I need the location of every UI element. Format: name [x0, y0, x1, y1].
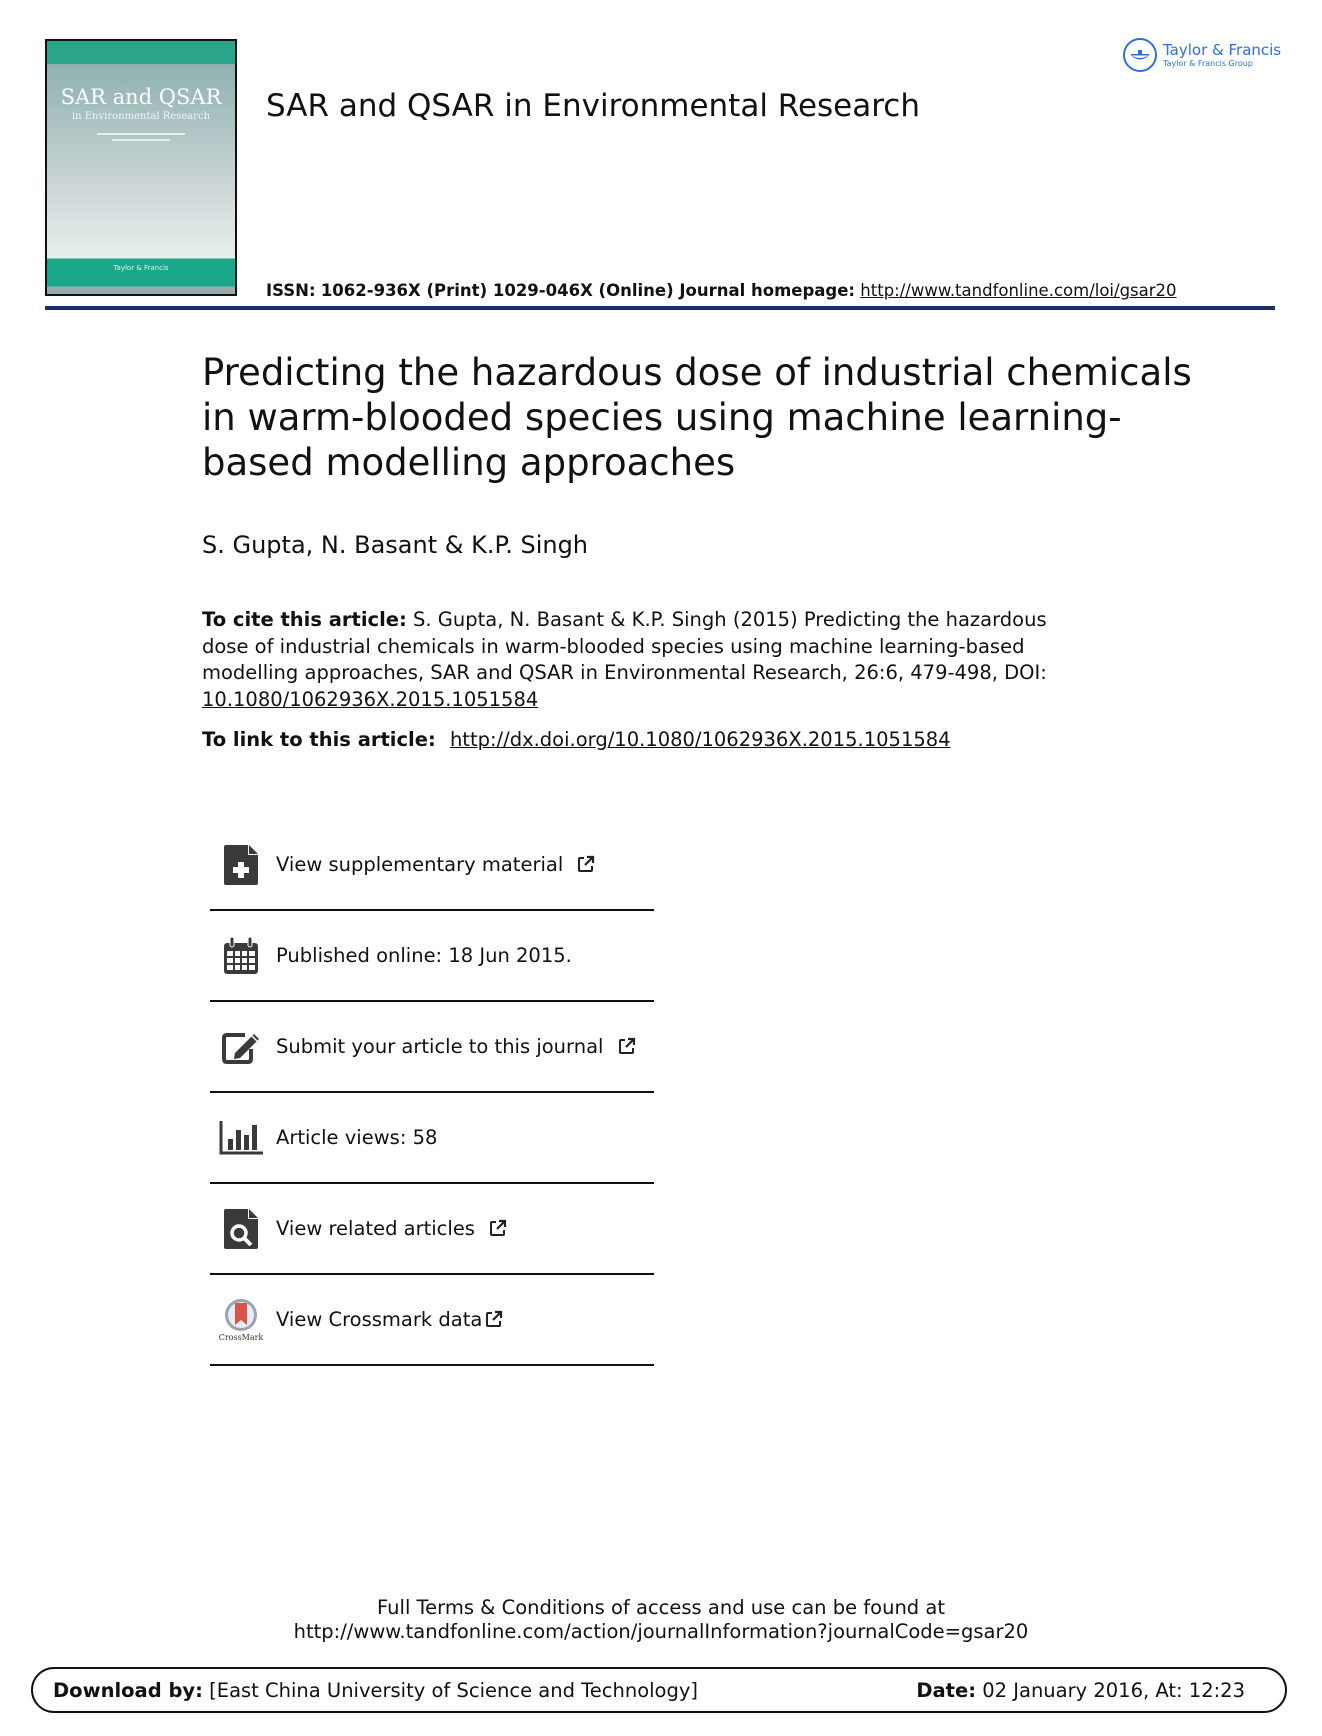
cover-title: SAR and QSAR	[60, 85, 222, 109]
published-online-info	[210, 909, 654, 1000]
link-label: To link to this article:	[202, 728, 436, 751]
submit-article-link[interactable]	[210, 1000, 654, 1091]
edit-icon	[219, 1025, 263, 1069]
item-label: Submit your article to this journal	[276, 1035, 636, 1058]
search-document-icon	[219, 1207, 263, 1251]
supplementary-material-link[interactable]	[210, 820, 654, 909]
cite-label: To cite this article:	[202, 608, 407, 631]
publisher-name: Taylor & Francis	[1163, 40, 1282, 59]
header-rule	[45, 306, 1275, 310]
calendar-icon	[219, 934, 263, 978]
download-date: Date: 02 January 2016, At: 12:23	[916, 1678, 1245, 1702]
crossmark-link[interactable]	[210, 1273, 654, 1364]
cover-divider	[112, 139, 170, 141]
journal-cover-image	[45, 39, 237, 296]
article-title: Predicting the hazardous dose of industrial chemicals in warm-blooded species using machine learning-based modelling approaches	[202, 351, 1192, 484]
terms-line-1: Full Terms & Conditions of access and use can be found at	[377, 1596, 945, 1619]
issn-line	[266, 281, 1177, 300]
terms-notice	[0, 1596, 1322, 1644]
item-label: Article views: 58	[276, 1126, 438, 1149]
cite-doi-link[interactable]: 10.1080/1062936X.2015.1051584	[202, 687, 539, 711]
issn-label: ISSN:	[266, 281, 316, 300]
cover-divider	[97, 133, 185, 135]
issn-text: 1062-936X (Print) 1029-046X (Online) Journal homepage:	[320, 281, 856, 300]
terms-url[interactable]: http://www.tandfonline.com/action/journalInformation?journalCode=gsar20	[293, 1620, 1029, 1643]
external-link-icon	[577, 855, 595, 873]
article-views-info	[210, 1091, 654, 1182]
journal-title: SAR and QSAR in Environmental Research	[266, 88, 920, 124]
crossmark-caption: CrossMark	[218, 1332, 264, 1342]
cover-publisher-logo: Taylor & Francis	[113, 264, 169, 272]
item-label: Published online: 18 Jun 2015.	[276, 944, 572, 967]
citation-block	[202, 607, 1062, 713]
publisher-logo[interactable]	[1123, 38, 1281, 72]
lamp-icon	[1123, 38, 1157, 72]
article-doi-link[interactable]: http://dx.doi.org/10.1080/1062936X.2015.1051584	[449, 728, 951, 751]
bar-chart-icon	[219, 1116, 263, 1160]
related-articles-link[interactable]	[210, 1182, 654, 1273]
journal-homepage-link[interactable]: http://www.tandfonline.com/loi/gsar20	[860, 281, 1177, 300]
article-info-list	[210, 820, 654, 1366]
publisher-group: Taylor & Francis Group	[1163, 58, 1253, 68]
list-divider	[210, 1364, 654, 1366]
crossmark-icon	[219, 1298, 263, 1342]
article-link-line	[202, 728, 951, 751]
cite-text: S. Gupta, N. Basant & K.P. Singh (2015) Predicting the hazardous dose of industrial chemicals in warm-blooded species using machine learning-based modelling approaches, SAR and QSAR in Environmental Research, 26:6, 479-498, DOI:	[202, 608, 1047, 684]
item-label: View supplementary material	[276, 853, 595, 876]
article-authors: S. Gupta, N. Basant & K.P. Singh	[202, 531, 589, 559]
item-label: View related articles	[276, 1217, 507, 1240]
supplementary-file-icon	[219, 843, 263, 887]
cover-subtitle: in Environmental Research	[71, 111, 211, 122]
external-link-icon	[489, 1219, 507, 1237]
external-link-icon	[485, 1310, 503, 1328]
download-info-bar	[31, 1667, 1287, 1713]
download-by: Download by: [East China University of Science and Technology]	[53, 1678, 698, 1702]
item-label: View Crossmark data	[276, 1308, 503, 1331]
external-link-icon	[618, 1037, 636, 1055]
